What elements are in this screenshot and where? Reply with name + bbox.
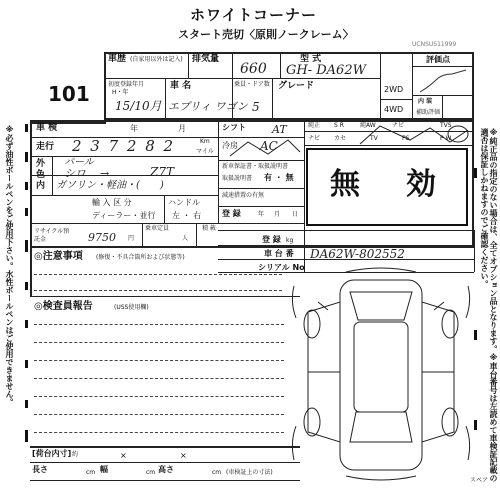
- doors-value: 5: [252, 100, 260, 114]
- cargo-height-label: 高さ: [158, 465, 174, 474]
- displacement-value: 660: [240, 61, 267, 77]
- aircon-label: 冷房: [222, 141, 238, 150]
- cargo-times-2: ×: [180, 451, 187, 460]
- cargo-width-label: 幅: [100, 465, 108, 474]
- mileage-value: 2 3 7 2 8 2: [72, 137, 176, 155]
- cargo-approx: 約: [72, 451, 79, 458]
- inspection-label: 車 検: [36, 123, 58, 133]
- drive-4wd[interactable]: 4WD: [384, 105, 404, 114]
- doors-label: 乗員・ドア数: [234, 81, 270, 88]
- manual-label: 取扱説明書: [222, 175, 253, 182]
- inspector-title: ◎検査員報告: [34, 301, 93, 312]
- car-name-value: エブリィ ワゴン: [168, 100, 248, 113]
- inspector-subtitle: (USS使用欄): [114, 304, 149, 311]
- equip-header-0: 純正: [308, 122, 321, 129]
- page-title: ホワイトコーナー: [190, 6, 317, 24]
- rating-label: 評価点: [426, 55, 450, 64]
- history-label: 車歴: [108, 54, 127, 64]
- load-label: 積 載: [202, 225, 216, 232]
- displacement-label: 排気量: [192, 54, 220, 64]
- registration-label: 登 録: [222, 209, 241, 218]
- recycle-label: リサイクル預託金: [34, 228, 70, 243]
- cargo-width-unit: cm: [146, 469, 156, 476]
- notes-title: ◎注意事項: [34, 251, 83, 262]
- mileage-unit-km: Km: [200, 138, 210, 145]
- grade-label: グレード: [278, 81, 315, 91]
- cargo-height-unit: cm: [212, 469, 222, 476]
- equip-row2-3: PS: [402, 135, 410, 142]
- shift-label: シフト: [222, 123, 246, 132]
- equip-header-2: 純AW: [360, 122, 376, 129]
- cargo-note: (車検証上の寸法): [226, 469, 273, 476]
- registration-bottom-label: 登 録: [262, 235, 281, 244]
- rating-scribble: [416, 68, 472, 94]
- aircon-scribble: [228, 138, 302, 158]
- recycle-ticket-value[interactable]: 有 ・ 無: [264, 173, 294, 182]
- car-diagram: [288, 262, 474, 484]
- history-note: (自家用以外は記入): [130, 56, 183, 63]
- interior-label: 内 装: [418, 98, 433, 105]
- color-label: 色: [36, 170, 46, 180]
- reg-day: 日: [292, 211, 299, 218]
- invalid-stamp-text: 無 効: [330, 167, 444, 202]
- color-inner-arrow: →: [100, 167, 110, 180]
- serial-label: シリアル No: [258, 263, 305, 272]
- color-code-value: Z7T: [150, 165, 174, 179]
- lot-code-partial: UCNSUS11999: [412, 41, 457, 48]
- steering-value[interactable]: 左 ・ 右: [172, 211, 202, 220]
- drive-2wd[interactable]: 2WD: [384, 85, 404, 94]
- color-outer-name: シロ: [64, 167, 86, 180]
- aircon-value: AC: [260, 139, 278, 153]
- reduction-label: 減速措置の有無: [222, 192, 265, 199]
- lot-number: 101: [48, 82, 90, 106]
- model-type-label: 型 式: [300, 54, 322, 64]
- fuel-value: ガソリン・軽油・( ): [56, 180, 164, 191]
- right-margin-note: ※純正品の指定のない場合は、全てオプション品となります。※車台番号は左読めて車検証記載の適否は保証しかねますのでご確認ください。: [480, 128, 498, 482]
- aux-label: 補助評価: [416, 109, 441, 116]
- equip-header-1: S R: [334, 122, 344, 129]
- cargo-title: [荷台内寸]: [32, 449, 72, 458]
- mileage-label: 走行: [36, 142, 55, 152]
- left-margin-note: ※必ず油性ボールペンをご使用下さい。水性ボールペンはご使用できません。: [5, 125, 14, 406]
- first-reg-value: 15/10月: [115, 99, 162, 113]
- import-label: 輸 入 区 分: [92, 198, 132, 207]
- color-outer-value: パール: [64, 157, 94, 168]
- spare-label: スペア: [470, 477, 489, 484]
- equip-row2-4: P W: [440, 135, 452, 142]
- seats-label: 乗車定員: [145, 225, 170, 232]
- outer-color-label: 外: [36, 159, 46, 169]
- equip-header-4: TVS: [440, 122, 452, 129]
- equip-row2-1: カセ: [334, 135, 347, 142]
- mileage-unit-mile: マイル: [196, 148, 214, 155]
- recycle-ticket-label: 新車保証書・取扱説明書: [222, 163, 289, 170]
- inspection-year: 年: [130, 124, 138, 133]
- seats-unit: 人: [182, 235, 189, 242]
- inspection-month: 月: [178, 124, 186, 133]
- page-subtitle: スタート売切〈原則ノークレーム〉: [178, 28, 354, 41]
- equip-row2-0: ナビ: [308, 135, 321, 142]
- chassis-label: 車 台 番: [264, 249, 294, 258]
- reg-year: 年: [258, 211, 265, 218]
- import-value[interactable]: ディーラー・並行: [92, 211, 156, 220]
- shift-value: AT: [272, 123, 287, 136]
- notes-subtitle: (修復・不具合箇所および状態等): [96, 254, 185, 261]
- load-unit: kg: [286, 237, 294, 244]
- chassis-value: DA62W-802552: [310, 247, 405, 261]
- first-reg-label: 初度登録年月: [108, 81, 145, 88]
- car-name-label: 車 名: [170, 81, 192, 91]
- cargo-length-label: 長さ: [32, 465, 48, 474]
- first-reg-sub: H・年: [112, 89, 129, 96]
- equip-row2-2: TV: [370, 135, 378, 142]
- inner-color-label: 内: [36, 181, 46, 191]
- cargo-length-unit: cm: [86, 469, 96, 476]
- steering-label: ハンドル: [168, 198, 200, 207]
- equip-scribble: [350, 122, 474, 146]
- model-type-value: GH- DA62W: [286, 63, 366, 78]
- reg-month: 月: [274, 211, 281, 218]
- cargo-times-1: ×: [120, 451, 127, 460]
- recycle-value: 9750: [88, 231, 116, 244]
- equip-header-3: ナビ: [392, 122, 405, 129]
- recycle-unit: 円: [128, 235, 135, 242]
